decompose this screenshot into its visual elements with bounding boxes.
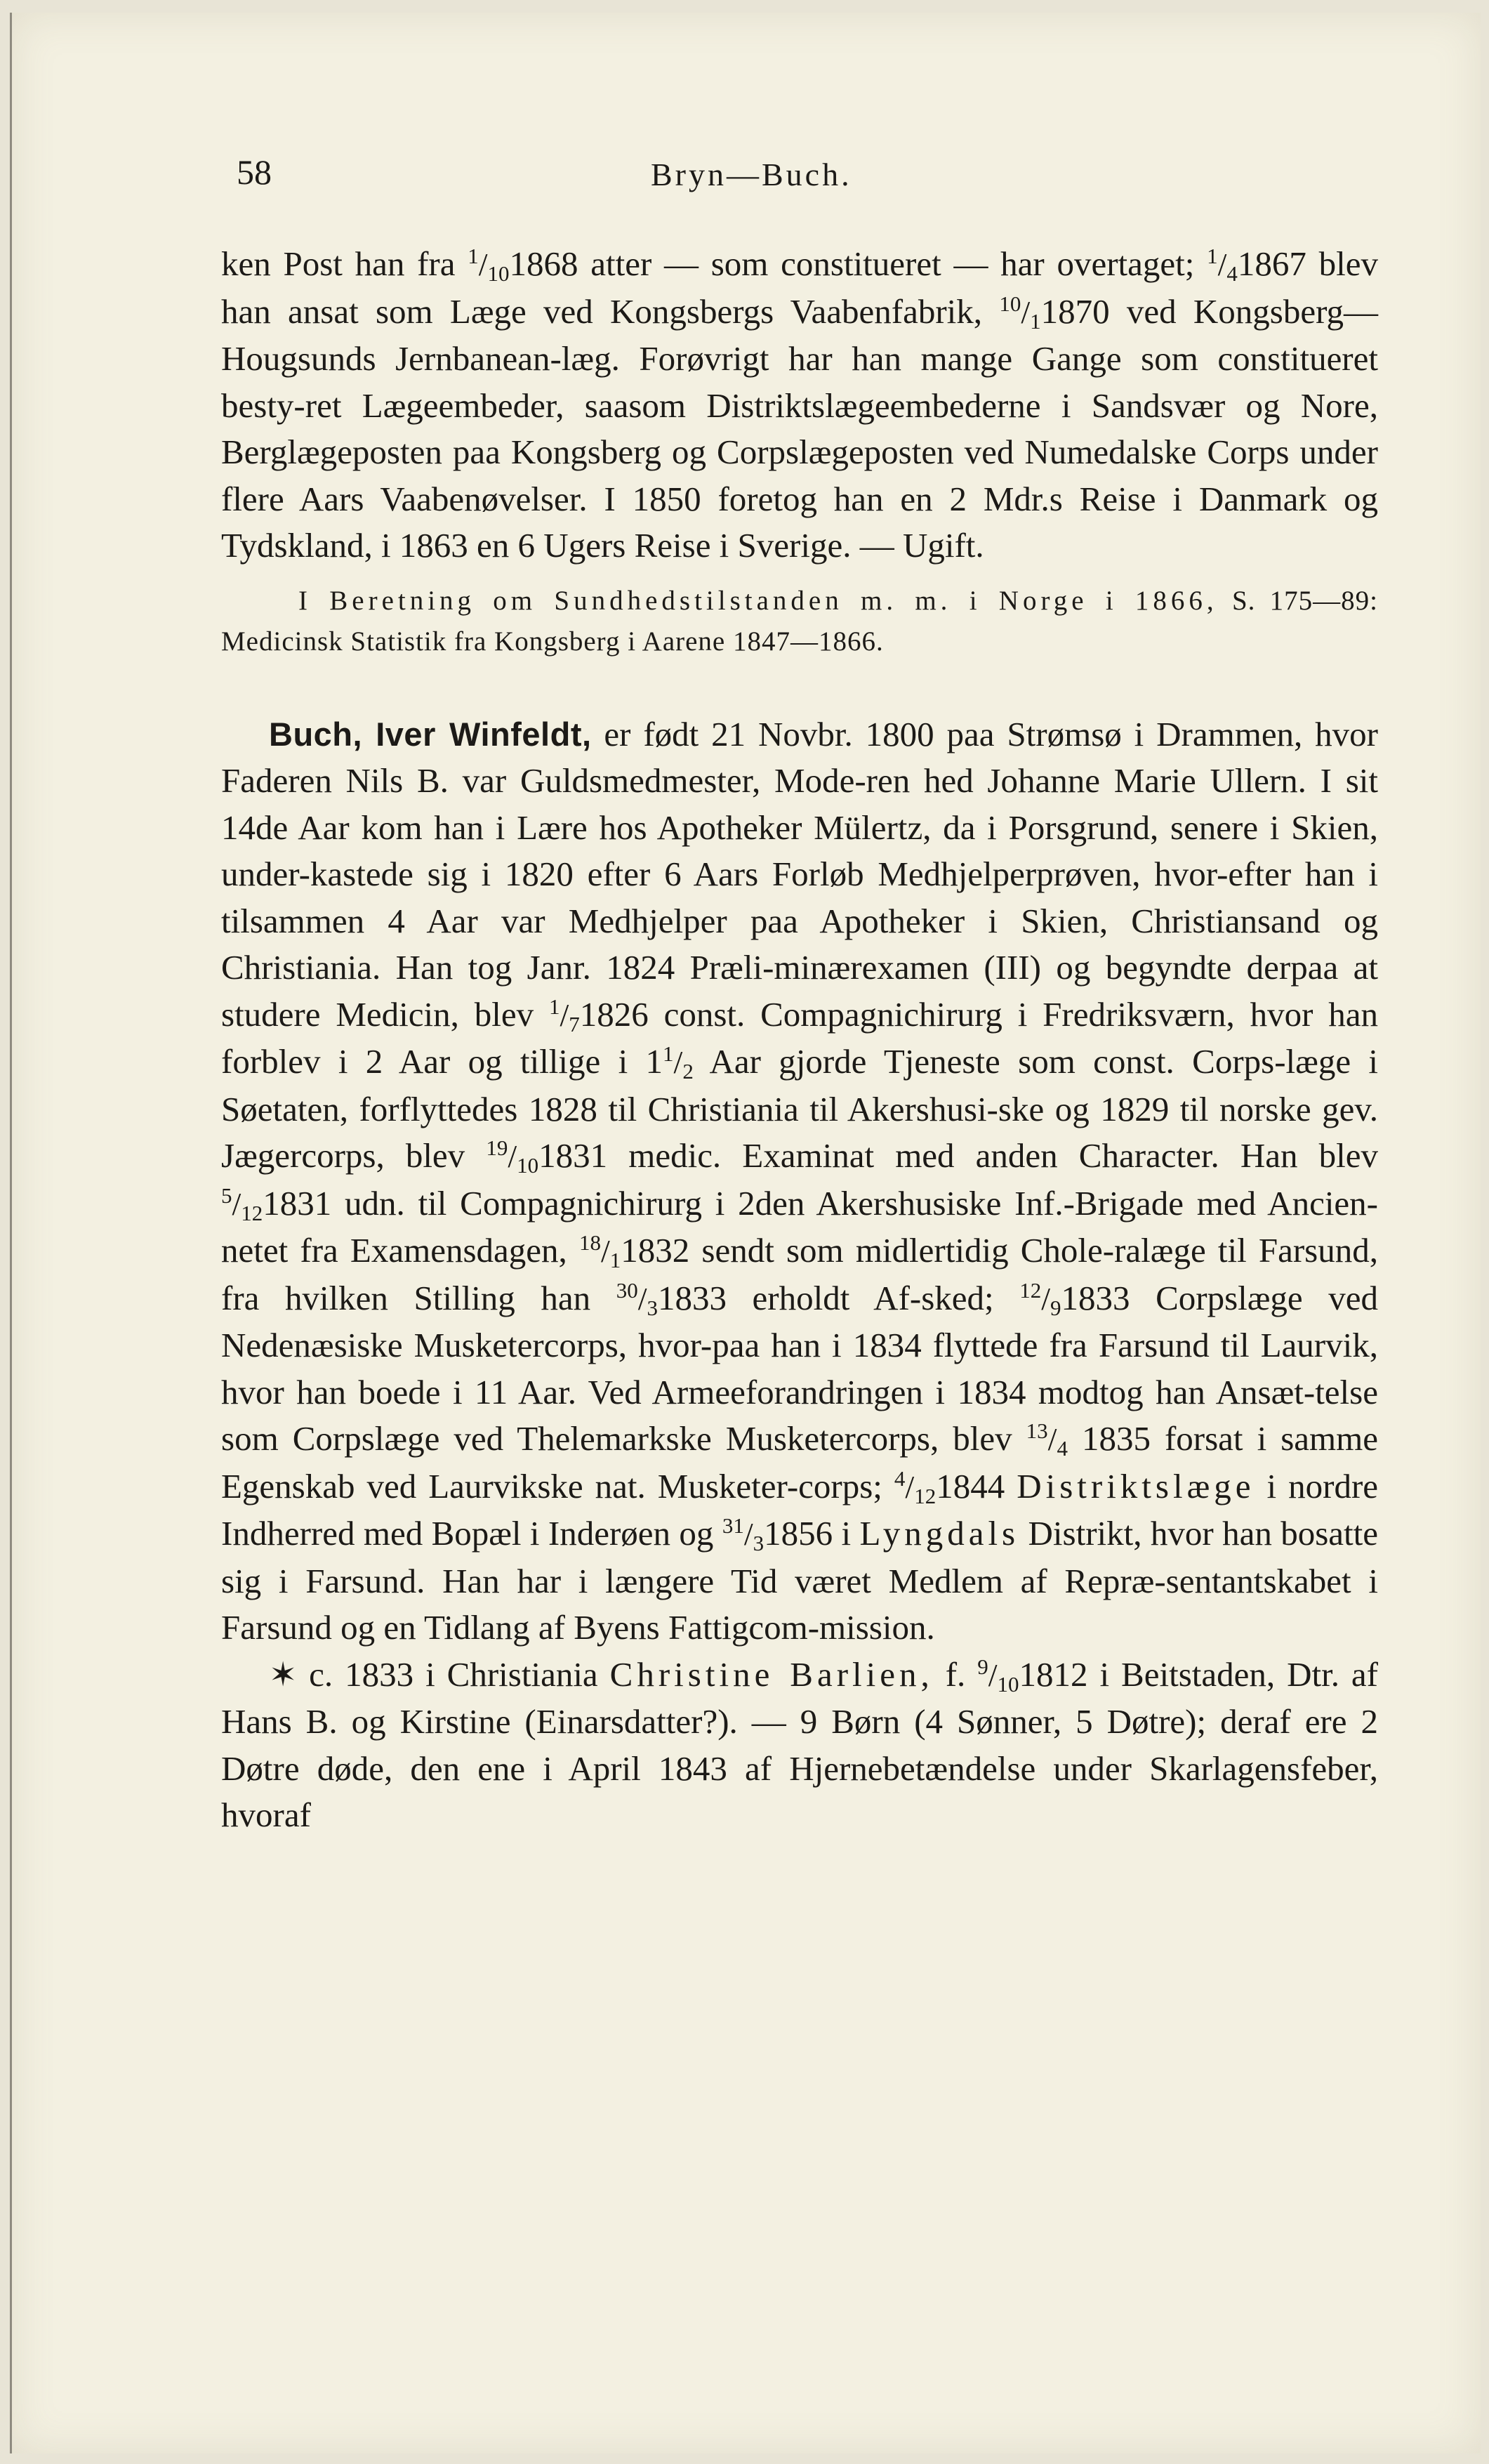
running-head: Bryn—Buch. [651,157,852,192]
fraction: $^9/_{10}$ [977,1654,1019,1697]
text-run: 1856 i [764,1514,860,1553]
text-run: 1826 const. Compagnichirurg i Fredriksværn, hvor han forblev i 2 Aar og tillige i 1 [221,994,1379,1081]
text-run: 1831 udn. til Compagnichirurg i 2den Akershusiske Inf.-Brigade med Ancien-netet fra Examensdagen, [221,1183,1378,1270]
page-header [237,152,1346,201]
marriage-paragraph [221,1652,1378,1839]
note-line: I Beretning om Sundhedstilstanden m. m. i Norge i 1866, S. 175—89: Medicinsk Statistik fra Kongsberg i Aarene 1847—1866. [221,585,1378,657]
fraction: $^{12}/_9$ [1019,1277,1061,1320]
intro-paragraph [221,241,1378,569]
text-run: 1831 medic. Examinat med anden Character. Han blev [538,1136,1378,1175]
text-run: 1833 erholdt Af-sked; [657,1278,1020,1317]
spouse-name: Christine Barlien, [609,1654,934,1694]
text-run: er født 21 Novbr. 1800 paa Strømsø i Drammen, hvor Faderen Nils B. var Guldsmedmester, Mode-ren hed Johanne Marie Ullern. I sit 14de Aar kom han i Lære hos Apotheker Mülertz, da i Porsgrund, senere i Skien, under-kastede sig i 1820 efter 6 Aars Forløb Medhjelperprøven, hvor-efter han i tilsammen 4 Aar var Medhjelper paa Apotheker i Skien, Christiansand og Christiania. Han tog Janr. 1824 Præli-minærexamen (III) og begyndte derpaa at studere Medicin, blev [221,714,1379,1034]
text-run: 1833 Corpslæge ved Nedenæsiske Musketercorps, hvor-paa han i 1834 flyttede fra Farsund til Laurvik, hvor han boede i 11 Aar. Ved Armeeforandringen i 1834 modtog han Ansæt-telse som Corpslæge ved Thelemarkske Musketercorps, blev [221,1278,1378,1458]
text-run: 1867 blev han ansat som Læge ved Kongsbergs Vaabenfabrik, [221,244,1378,331]
spaced-text: Distriktslæge [1017,1466,1255,1506]
entry-paragraph [221,711,1378,1652]
text-run: 1812 i Beitstaden, Dtr. af Hans B. og Kirstine (Einarsdatter?). — 9 Børn (4 Sønner, 5 Døtre); deraf ere 2 Døtre døde, den ene i April 1843 af Hjernebetændelse under Skarlagensfeber, hvoraf [221,1654,1378,1834]
fraction: $^1/_2$ [663,1041,694,1083]
fraction: $^{10}/_1$ [999,291,1041,334]
text-run: 1870 ved Kongsberg—Hougsunds Jernbanean-læg. Forøvrigt har han mange Gange som constitueret besty-ret Lægeembeder, saasom Distriktslægeembederne i Sandsvær og Nore, Berglægeposten paa Kongsberg og Corpslægeposten ved Numedalske Corps under flere Aars Vaabenøvelser. I 1850 foretog han en 2 Mdr.s Reise i Danmark og Tydskland, i 1863 en 6 Ugers Reise i Sverige. — Ugift. [221,291,1378,565]
fraction: $^4/_{12}$ [894,1465,937,1508]
fraction: $^1/_4$ [1207,244,1238,286]
text-run: f. [933,1654,978,1694]
spaced-text: Lyngdals [859,1514,1020,1553]
fraction: $^{19}/_{10}$ [486,1135,539,1178]
page-body [221,241,1378,1839]
text-run: ken Post han fra [221,244,468,283]
fraction: $^{18}/_1$ [578,1230,621,1272]
text-run: 1868 atter — som constitueret — har overtaget; [509,244,1207,283]
fraction: $^1/_7$ [548,994,580,1036]
text-run: 1835 forsat i samme Egenskab ved Laurvikske nat. Musketer-corps; [221,1419,1378,1506]
entry-name: Buch, Iver Winfeldt, [269,715,592,753]
married-star-icon: ✶ [269,1654,298,1694]
text-run: 1844 [936,1466,1017,1506]
bibliographic-note [221,581,1378,662]
fraction: $^{31}/_3$ [722,1513,765,1555]
page-number: 58 [237,152,272,192]
text-run: Distrikt, hvor han bosatte sig i Farsund. Han har i længere Tid været Medlem af Repræ-sentantskabet i Farsund og en Tidlang af Byens Fattigcom-mission. [221,1514,1378,1647]
page-sheet [10,13,1481,2453]
text-run: c. 1833 i Christiania [297,1654,610,1694]
fraction: $^5/_{12}$ [221,1182,263,1225]
text-run: 1832 sendt som midlertidig Chole-ralæge til Farsund, fra hvilken Stilling han [221,1231,1378,1317]
fraction: $^{13}/_4$ [1026,1418,1068,1461]
fraction: $^1/_{10}$ [468,244,510,286]
text-run: i nordre Indherred med Bopæl i Inderøen og [221,1466,1379,1553]
text-run: Aar gjorde Tjeneste som const. Corps-læge i Søetaten, forflyttedes 1828 til Christiania til Akershusi-ske og 1829 til norske gev. Jægercorps, blev [221,1042,1378,1175]
fraction: $^{30}/_3$ [616,1277,658,1320]
